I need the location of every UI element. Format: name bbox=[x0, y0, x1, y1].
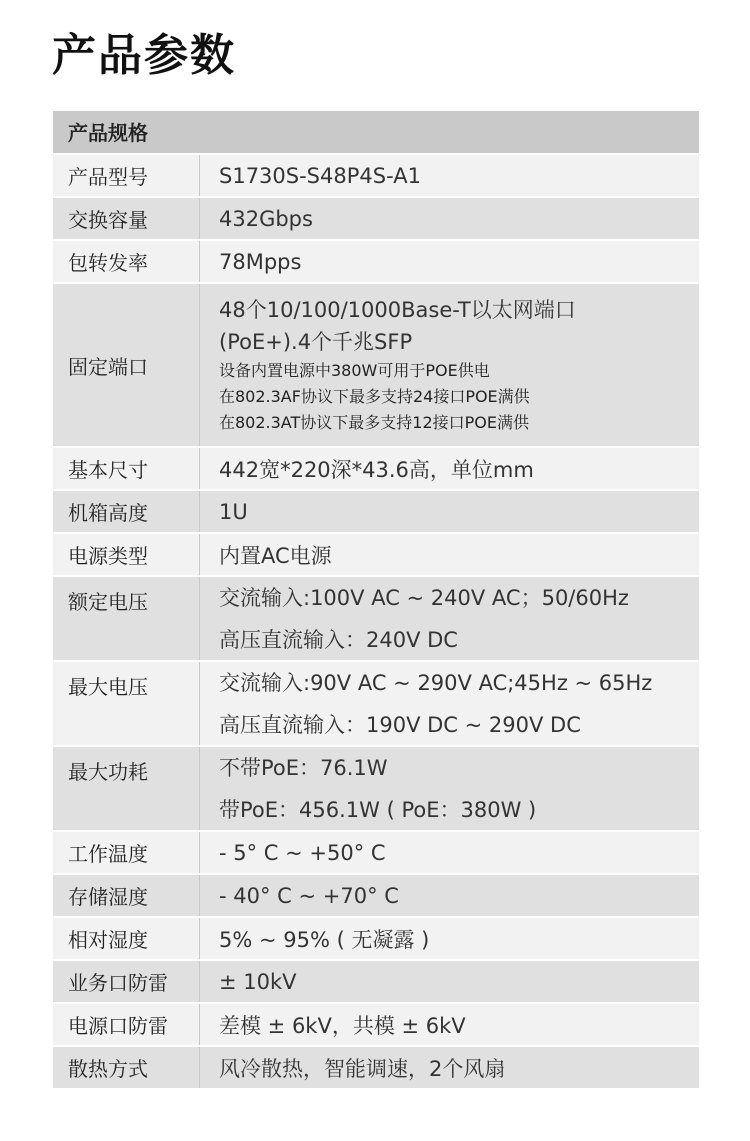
section-header: 产品规格 bbox=[53, 111, 699, 155]
row-value-line: 带PoE：456.1W ( PoE：380W ) bbox=[219, 797, 537, 822]
row-label: 基本尺寸 bbox=[53, 448, 200, 489]
row-value bbox=[200, 1004, 699, 1045]
row-value bbox=[200, 1047, 699, 1088]
row-label: 存储湿度 bbox=[53, 875, 200, 916]
row-value-line: 内置AC电源 bbox=[219, 543, 332, 568]
spec-row-power-surge bbox=[53, 1004, 699, 1047]
row-label: 交换容量 bbox=[53, 198, 200, 239]
row-value-line: S1730S-S48P4S-A1 bbox=[219, 163, 421, 188]
row-value bbox=[200, 198, 699, 239]
row-value bbox=[200, 662, 699, 745]
row-label: 固定端口 bbox=[53, 284, 200, 446]
spec-row-model bbox=[53, 155, 699, 198]
row-label: 电源类型 bbox=[53, 534, 200, 575]
row-label: 工作温度 bbox=[53, 832, 200, 873]
row-label: 最大电压 bbox=[53, 662, 200, 745]
row-label: 产品型号 bbox=[53, 155, 200, 196]
row-value-line: (PoE+).4个千兆SFP bbox=[219, 330, 413, 354]
spec-row-operating-temp bbox=[53, 832, 699, 875]
page-title: 产品参数 bbox=[52, 30, 236, 81]
row-value bbox=[200, 448, 699, 489]
row-value-line: 432Gbps bbox=[219, 206, 313, 231]
row-value-line: - 5° C ~ +50° C bbox=[219, 840, 386, 865]
row-value bbox=[200, 961, 699, 1002]
row-value bbox=[200, 284, 699, 446]
spec-row-dimensions bbox=[53, 448, 699, 491]
row-value-line: 48个10/100/1000Base-T以太网端口 bbox=[219, 298, 576, 322]
spec-row-switching-capacity bbox=[53, 198, 699, 241]
row-value bbox=[200, 875, 699, 916]
row-value bbox=[200, 155, 699, 196]
row-value-line: 不带PoE：76.1W bbox=[219, 755, 388, 780]
row-label: 相对湿度 bbox=[53, 918, 200, 959]
row-label: 机箱高度 bbox=[53, 491, 200, 532]
spec-row-forwarding-rate bbox=[53, 241, 699, 284]
row-value bbox=[200, 832, 699, 873]
row-value bbox=[200, 534, 699, 575]
spec-row-chassis-height bbox=[53, 491, 699, 534]
row-value bbox=[200, 577, 699, 660]
spec-row-fixed-ports bbox=[53, 284, 699, 448]
row-value-line: 78Mpps bbox=[219, 249, 302, 274]
row-label: 最大功耗 bbox=[53, 747, 200, 830]
row-label: 电源口防雷 bbox=[53, 1004, 200, 1045]
row-value-line: 高压直流输入：240V DC bbox=[219, 627, 458, 652]
row-value-line: 5% ~ 95% ( 无凝露 ) bbox=[219, 927, 430, 952]
row-value-line: ± 10kV bbox=[219, 969, 297, 994]
row-value-line: 442宽*220深*43.6高，单位mm bbox=[219, 457, 534, 482]
row-value bbox=[200, 241, 699, 282]
row-value bbox=[200, 918, 699, 959]
spec-row-port-surge bbox=[53, 961, 699, 1004]
row-value bbox=[200, 747, 699, 830]
row-label: 业务口防雷 bbox=[53, 961, 200, 1002]
spec-row-max-power bbox=[53, 747, 699, 832]
spec-row-cooling bbox=[53, 1047, 699, 1090]
row-note-line: 在802.3AF协议下最多支持24接口POE满供 bbox=[219, 387, 530, 406]
row-value-line: 差模 ± 6kV，共模 ± 6kV bbox=[219, 1013, 466, 1038]
spec-row-storage-temp bbox=[53, 875, 699, 918]
row-value-line: 交流输入:90V AC ~ 290V AC;45Hz ~ 65Hz bbox=[219, 670, 653, 695]
spec-row-rated-voltage bbox=[53, 577, 699, 662]
row-value-line: 1U bbox=[219, 499, 248, 524]
row-value-line: 高压直流输入：190V DC ~ 290V DC bbox=[219, 712, 581, 737]
row-label: 包转发率 bbox=[53, 241, 200, 282]
row-label: 散热方式 bbox=[53, 1047, 200, 1088]
row-value-line: 风冷散热，智能调速，2个风扇 bbox=[219, 1056, 506, 1081]
row-note-line: 在802.3AT协议下最多支持12接口POE满供 bbox=[219, 413, 529, 432]
spec-row-power-type bbox=[53, 534, 699, 577]
row-label: 额定电压 bbox=[53, 577, 200, 660]
row-note-line: 设备内置电源中380W可用于POE供电 bbox=[219, 361, 490, 380]
spec-row-relative-humidity bbox=[53, 918, 699, 961]
row-value bbox=[200, 491, 699, 532]
spec-table bbox=[53, 111, 699, 1090]
row-value-line: - 40° C ~ +70° C bbox=[219, 883, 399, 908]
spec-row-max-voltage bbox=[53, 662, 699, 747]
row-value-line: 交流输入:100V AC ~ 240V AC；50/60Hz bbox=[219, 585, 629, 610]
